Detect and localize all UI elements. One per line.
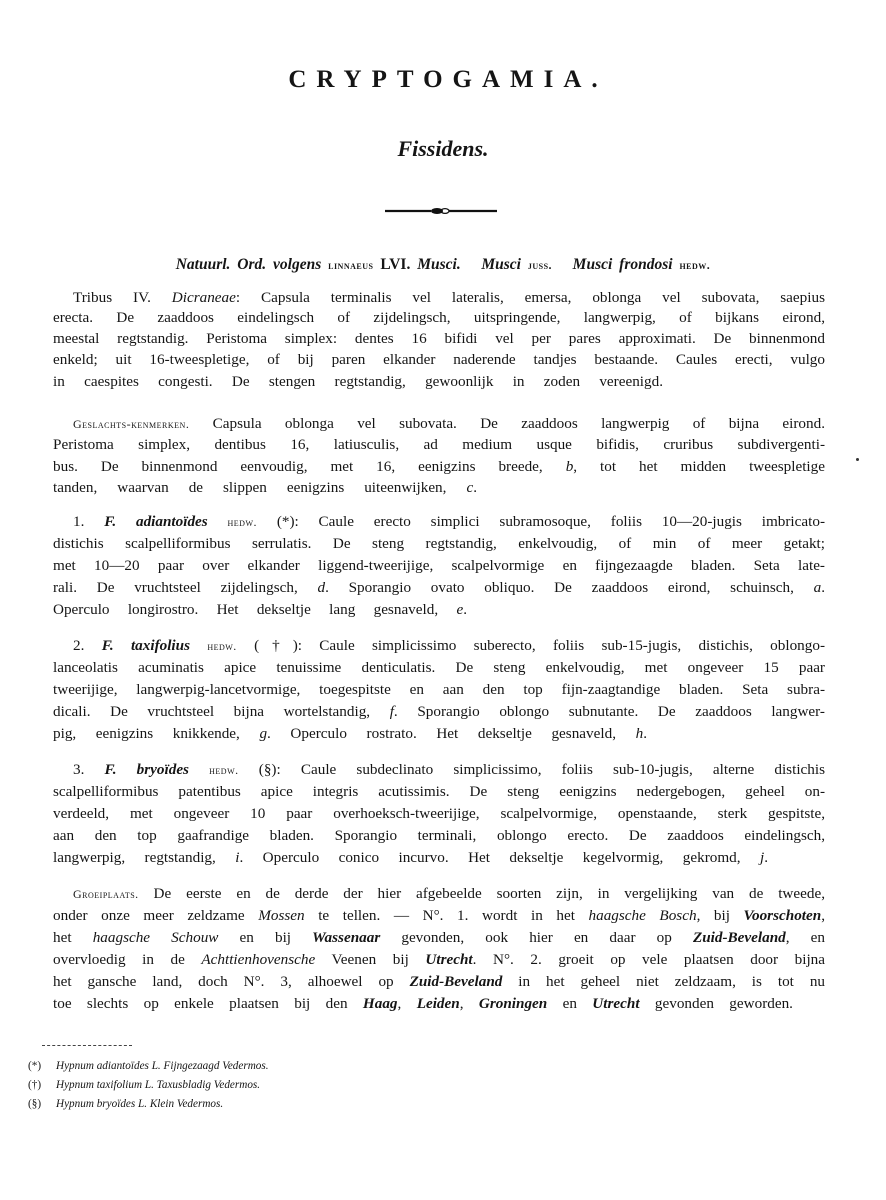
text-run: langwerpig, regtstandig,: [53, 849, 236, 866]
text-run: Capsula oblonga vel subovata. De zaaddoos langwerpig of bijna eirond.: [189, 415, 825, 432]
text-run: . Operculo rostrato. Het dekseltje gesnaveld,: [267, 725, 636, 742]
text-line: [53, 950, 825, 970]
text-run: Haag: [362, 995, 398, 1012]
text-run: c: [466, 479, 474, 496]
text-run: . Sporangio ovato obliquo. De zaaddoos eirond, schuinsch,: [325, 579, 814, 596]
text-line: [53, 994, 793, 1014]
text-run: .: [643, 725, 647, 742]
text-run: F. adiantoïdes: [104, 513, 228, 530]
text-run: enkeld; uit 16-tweespletige, of bij paren elkander naderende tandjes bestaande. Caules erecti, vulgo: [53, 351, 825, 368]
text-run: distichis scalpelliformibus serrulatis. De steng regtstandig, enkelvoudig, of min of meer getakt;: [53, 535, 825, 552]
text-run: .: [821, 579, 825, 596]
text-run: te tellen. — N°. 1. wordt in het: [304, 907, 589, 924]
text-line: [53, 848, 768, 868]
footnote-rule: [42, 1045, 132, 1046]
footnote-text: Hypnum taxifolium L. Taxusbladig Vedermos.: [56, 1079, 261, 1091]
footnote: [28, 1098, 224, 1110]
text-run: rali. De vruchtsteel zijdelingsch,: [53, 579, 318, 596]
text-run: Tribus IV.: [73, 289, 172, 306]
text-run: het: [53, 929, 93, 946]
text-run: met 10—20 paar over elkander liggend-tweerijige, scalpelvormige en fijngezaagde bladen. Seta late-: [53, 557, 825, 574]
text-run: scalpelliformibus patentibus apice integris acutissimis. De steng eenigzins nedergebogen, geheel on-: [53, 783, 825, 800]
text-line: [73, 414, 825, 434]
text-run: f: [389, 703, 394, 720]
text-run: aan den top gaafrandige bladen. Sporangio terminali, oblongo erecto. De zaaddoos eindelingsch,: [53, 827, 825, 844]
text-run: hedw.: [209, 763, 239, 777]
text-run: Zuid-Beveland: [692, 929, 786, 946]
text-run: De eerste en de derde der hier afgebeelde soorten zijn, in vergelijking van de tweede,: [138, 885, 825, 902]
text-run: Wassenaar: [312, 929, 381, 946]
text-run: ,: [459, 995, 479, 1012]
text-run: F. taxifolius: [101, 637, 208, 654]
text-run: Mossen: [258, 907, 305, 924]
text-run: 2.: [73, 637, 102, 654]
text-line: [53, 372, 663, 392]
classification-part: juss.: [527, 258, 553, 272]
text-run: onder onze meer zeldzame: [53, 907, 259, 924]
text-line: [53, 308, 825, 328]
text-run: tanden, waarvan de slippen eenigzins uiteenwijken,: [53, 479, 467, 496]
text-run: overvloedig in de: [53, 951, 202, 968]
text-run: pig, eenigzins knikkende,: [53, 725, 260, 742]
text-run: .: [764, 849, 768, 866]
text-run: g: [259, 725, 268, 742]
text-run: en: [547, 995, 593, 1012]
classification-part: Natuurl. Ord. volgens: [175, 256, 329, 273]
text-run: Groningen: [478, 995, 548, 1012]
text-run: gevonden, ook hier en daar op: [380, 929, 693, 946]
text-run: h: [635, 725, 644, 742]
text-run: tweerijige, langwerpig-lancetvormige, toegespitste en aan den top fijn-zaagtandige bladen. Seta subra-: [53, 681, 825, 698]
text-run: meestal regtstandig. Peristoma simplex: dentes 16 bifidi vel per pares approximati. De binnenmond: [53, 330, 825, 347]
text-run: F. bryoïdes: [104, 761, 210, 778]
text-line: [53, 826, 825, 846]
text-line: [53, 600, 467, 620]
text-run: Voorschoten: [743, 907, 822, 924]
text-run: . Operculo conico incurvo. Het dekseltje kegelvormig, gekromd,: [239, 849, 760, 866]
text-run: lanceolatis acuminatis apice tenuissime denticulatis. De steng enkelvoudig, met ongeveer 15 paar: [53, 659, 825, 676]
text-run: Utrecht: [592, 995, 640, 1012]
classification-part: Musci frondosi: [552, 256, 680, 273]
text-line: [53, 680, 825, 700]
text-line: [73, 512, 825, 532]
text-line: [73, 884, 825, 904]
text-run: en bij: [218, 929, 313, 946]
footnote: [28, 1060, 269, 1072]
text-run: ,: [397, 995, 417, 1012]
text-run: , tot het midden tweespletige: [573, 458, 825, 475]
text-run: haagsche Bosch: [588, 907, 697, 924]
text-run: , en: [785, 929, 826, 946]
text-line: [53, 928, 825, 948]
text-run: Veenen bij: [315, 951, 426, 968]
page-title: CRYPTOGAMIA.: [288, 66, 608, 93]
text-line: [53, 578, 825, 598]
text-run: gevonden geworden.: [639, 995, 793, 1012]
text-line: [53, 724, 647, 744]
text-run: Zuid-Beveland: [409, 973, 503, 990]
text-run: , bij: [696, 907, 744, 924]
text-run: bus. De binnenmond eenvoudig, met 16, eenigzins breede,: [53, 458, 566, 475]
text-run: .: [463, 601, 467, 618]
text-run: 3.: [73, 761, 105, 778]
text-run: (†): Caule simplicissimo suberecto, foliis sub-15-jugis, distichis, oblongo-: [236, 637, 826, 654]
text-run: : Capsula terminalis vel lateralis, emersa, oblonga vel subovata, saepius: [235, 289, 825, 306]
classification-part: Musci.: [417, 256, 468, 273]
text-line: [53, 906, 825, 926]
genus-heading: Fissidens.: [397, 136, 489, 161]
text-run: (*): Caule erecto simplici subramosoque, foliis 10—20-jugis imbricato-: [257, 513, 825, 530]
text-run: toe slechts op enkele plaatsen bij den: [53, 995, 363, 1012]
text-line: [53, 972, 825, 992]
text-line: [73, 760, 825, 780]
text-run: Groeiplaats.: [73, 887, 139, 901]
text-line: [53, 804, 825, 824]
text-line: [53, 478, 477, 498]
text-run: Peristoma simplex, dentibus 16, latiusculis, ad medium usque bifidis, cruribus subdivergenti-: [53, 436, 825, 453]
text-run: ,: [821, 907, 825, 924]
text-run: b: [565, 458, 574, 475]
text-run: e: [456, 601, 464, 618]
text-run: . N°. 2. groeit op vele plaatsen door bijna: [472, 951, 825, 968]
text-run: haagsche Schouw: [92, 929, 219, 946]
text-run: j: [759, 849, 765, 866]
footnote-mark: (*): [28, 1060, 42, 1072]
text-run: het gansche land, doch N°. 3, alhoewel op: [53, 973, 410, 990]
text-line: [53, 782, 825, 802]
text-run: in caespites congesti. De stengen regtstandig, gewoonlijk in zoden vereenigd.: [53, 373, 663, 390]
text-line: [73, 288, 825, 308]
text-line: [53, 350, 825, 370]
classification-part: linnaeus: [328, 258, 374, 272]
text-line: [53, 702, 825, 722]
text-run: .: [473, 479, 477, 496]
text-run: Dicraneae: [171, 289, 236, 306]
text-run: a: [813, 579, 822, 596]
text-run: Utrecht: [425, 951, 473, 968]
text-run: d: [317, 579, 326, 596]
text-line: [53, 658, 825, 678]
text-run: verdeeld, met ongeveer 10 paar overhoeksch-tweerijige, scalpelvormige, openstaande, sterk gespitste,: [53, 805, 825, 822]
text-line: [53, 556, 825, 576]
classification-part: LVI.: [373, 256, 418, 273]
classification-part: Musci: [467, 256, 528, 273]
text-run: (§): Caule subdeclinato simplicissimo, foliis sub-10-jugis, alterne distichis: [238, 761, 825, 778]
text-line: [53, 534, 825, 554]
footnote-text: Hypnum bryoïdes L. Klein Vedermos.: [56, 1098, 224, 1110]
text-run: Achttienhovensche: [201, 951, 316, 968]
footnote: [28, 1079, 261, 1091]
footnote-text: Hypnum adiantoïdes L. Fijngezaagd Vedermos.: [56, 1060, 269, 1072]
text-run: hedw.: [207, 639, 237, 653]
text-run: i: [235, 849, 240, 866]
text-run: Leiden: [416, 995, 460, 1012]
text-line: [53, 435, 825, 455]
text-line: [73, 636, 825, 656]
footnote-mark: (†): [28, 1079, 42, 1091]
text-run: 1.: [73, 513, 105, 530]
text-run: Geslachts-kenmerken.: [73, 417, 190, 431]
text-run: hedw.: [227, 515, 258, 529]
text-run: . Sporangio oblongo subnutante. De zaaddoos langwer-: [393, 703, 825, 720]
footnote-mark: (§): [28, 1098, 42, 1110]
text-run: Operculo longirostro. Het dekseltje lang gesnaveld,: [53, 601, 457, 618]
classification-part: hedw.: [679, 258, 711, 272]
text-run: in het geheel niet zeldzaam, is tot nu: [502, 973, 826, 990]
text-run: erecta. De zaaddoos eindelingsch of zijdelingsch, uitspringende, langwerpig, of bijkans eirond,: [53, 309, 825, 326]
text-run: dicali. De vruchtsteel bijna wortelstandig,: [53, 703, 390, 720]
text-line: [53, 457, 825, 477]
text-line: [53, 329, 825, 349]
stray-mark: [856, 458, 859, 461]
